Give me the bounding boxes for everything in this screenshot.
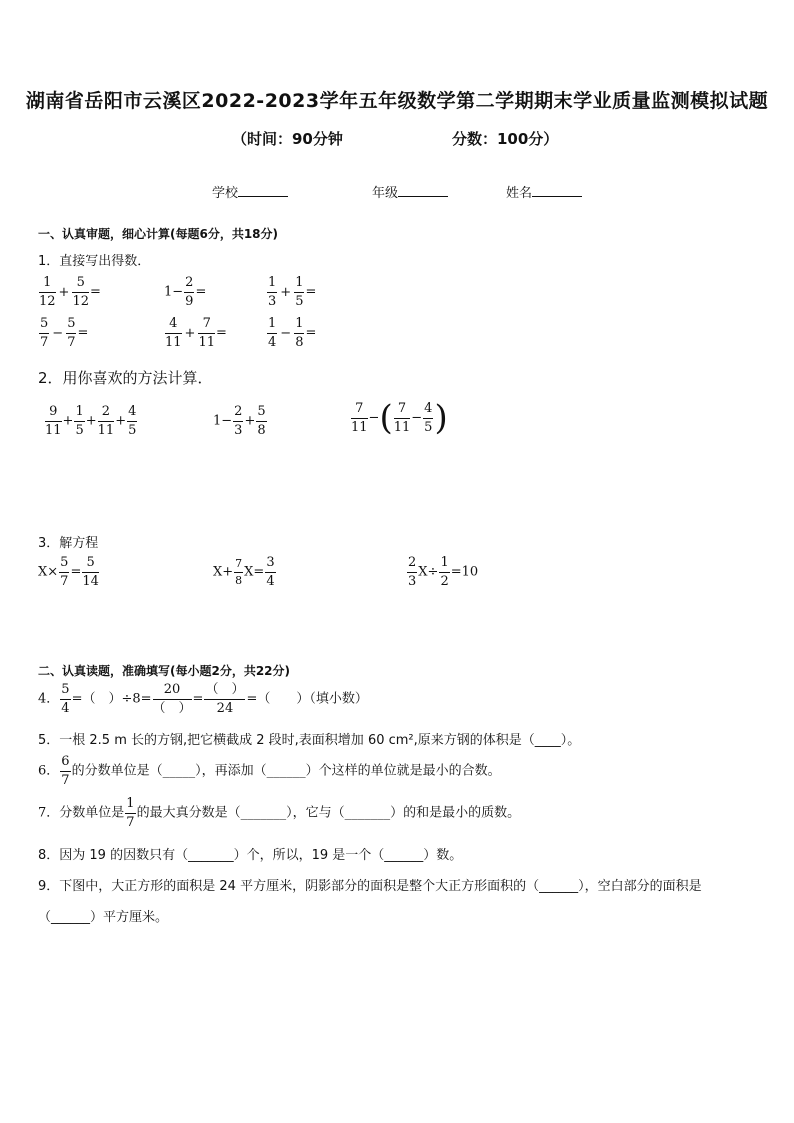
grade-label: 年级	[372, 186, 399, 201]
page-title: 湖南省岳阳市云溪区2022-2023学年五年级数学第二学期期末学业质量监测模拟试题	[25, 90, 769, 112]
q9-line-2: （______）平方厘米。	[38, 910, 169, 925]
grade-blank[interactable]	[398, 183, 448, 197]
q2-expr-2: 1− $\frac{2}{3}$ + $\frac{5}{8}$	[213, 404, 266, 438]
q3-eq-3: $\frac{2}{3}$ X÷ $\frac{1}{2}$ =10	[408, 555, 479, 589]
q9-line-1: 9．下图中，大正方形的面积是 24 平方厘米，阴影部分的面积是整个大正方形面积的（______），空白部分的面积是	[38, 879, 702, 894]
q3-eq-2: X+ $\frac{7}{8}$ X= $\frac{3}{4}$	[213, 555, 275, 589]
q1-item-3: $\frac{1}{3}$ + $\frac{1}{5}$ =	[268, 275, 317, 309]
q1-item-5: $\frac{4}{11}$ + $\frac{7}{11}$ =	[165, 316, 227, 350]
q1-item-1: $\frac{1}{12}$ + $\frac{5}{12}$ =	[39, 275, 101, 309]
exam-time: （时间：90分钟	[232, 130, 343, 148]
name-label: 姓名	[506, 186, 533, 201]
section1-title: 一、认真审题，细心计算(每题6分，共18分)	[38, 227, 279, 241]
q4: 4． $\frac{5}{4}$ =（ ）÷8= $\frac{20}{( )}$ = $\frac{( )}{24}$ =（ ）（填小数）	[38, 682, 368, 716]
q1-label: 1．直接写出得数．	[38, 254, 151, 269]
q8: 8．因为 19 的因数只有（_______）个，所以，19 是一个（______）数。	[38, 848, 463, 863]
q3-eq-1: X× $\frac{5}{7}$ = $\frac{5}{14}$	[38, 555, 99, 589]
q2-label: 2．用你喜欢的方法计算．	[38, 369, 213, 387]
q2-expr-1: $\frac{9}{11}$ + $\frac{1}{5}$ + $\frac{2}{11}$ + $\frac{4}{5}$	[45, 404, 137, 438]
q1-item-4: $\frac{5}{7}$ − $\frac{5}{7}$ =	[40, 316, 89, 350]
school-field	[212, 182, 288, 201]
q6: 6． $\frac{6}{7}$ 的分数单位是（_____），再添加（______）个这样的单位就是最小的合数。	[38, 754, 501, 788]
school-label: 学校	[212, 186, 239, 201]
q1-item-2: 1− $\frac{2}{9}$ =	[164, 275, 207, 309]
q1-item-6: $\frac{1}{4}$ − $\frac{1}{8}$ =	[268, 316, 317, 350]
q5: 5．一根 2.5 m 长的方钢,把它横截成 2 段时,表面积增加 60 cm²,原来方钢的体积是（____）。	[38, 733, 581, 748]
q7: 7．分数单位是 $\frac{1}{7}$ 的最大真分数是（_______），它与（_______）的和是最小的质数。	[38, 796, 521, 830]
name-field	[506, 182, 582, 201]
school-blank[interactable]	[238, 183, 288, 197]
q2-expr-3: $\frac{7}{11}$ −( $\frac{7}{11}$ − $\frac{4}{5}$ )	[351, 398, 448, 438]
grade-field	[372, 182, 448, 201]
q3-label: 3．解方程	[38, 536, 99, 551]
exam-score: 分数：100分）	[452, 130, 559, 148]
name-blank[interactable]	[532, 183, 582, 197]
section2-title: 二、认真读题，准确填写(每小题2分，共22分)	[38, 664, 291, 678]
